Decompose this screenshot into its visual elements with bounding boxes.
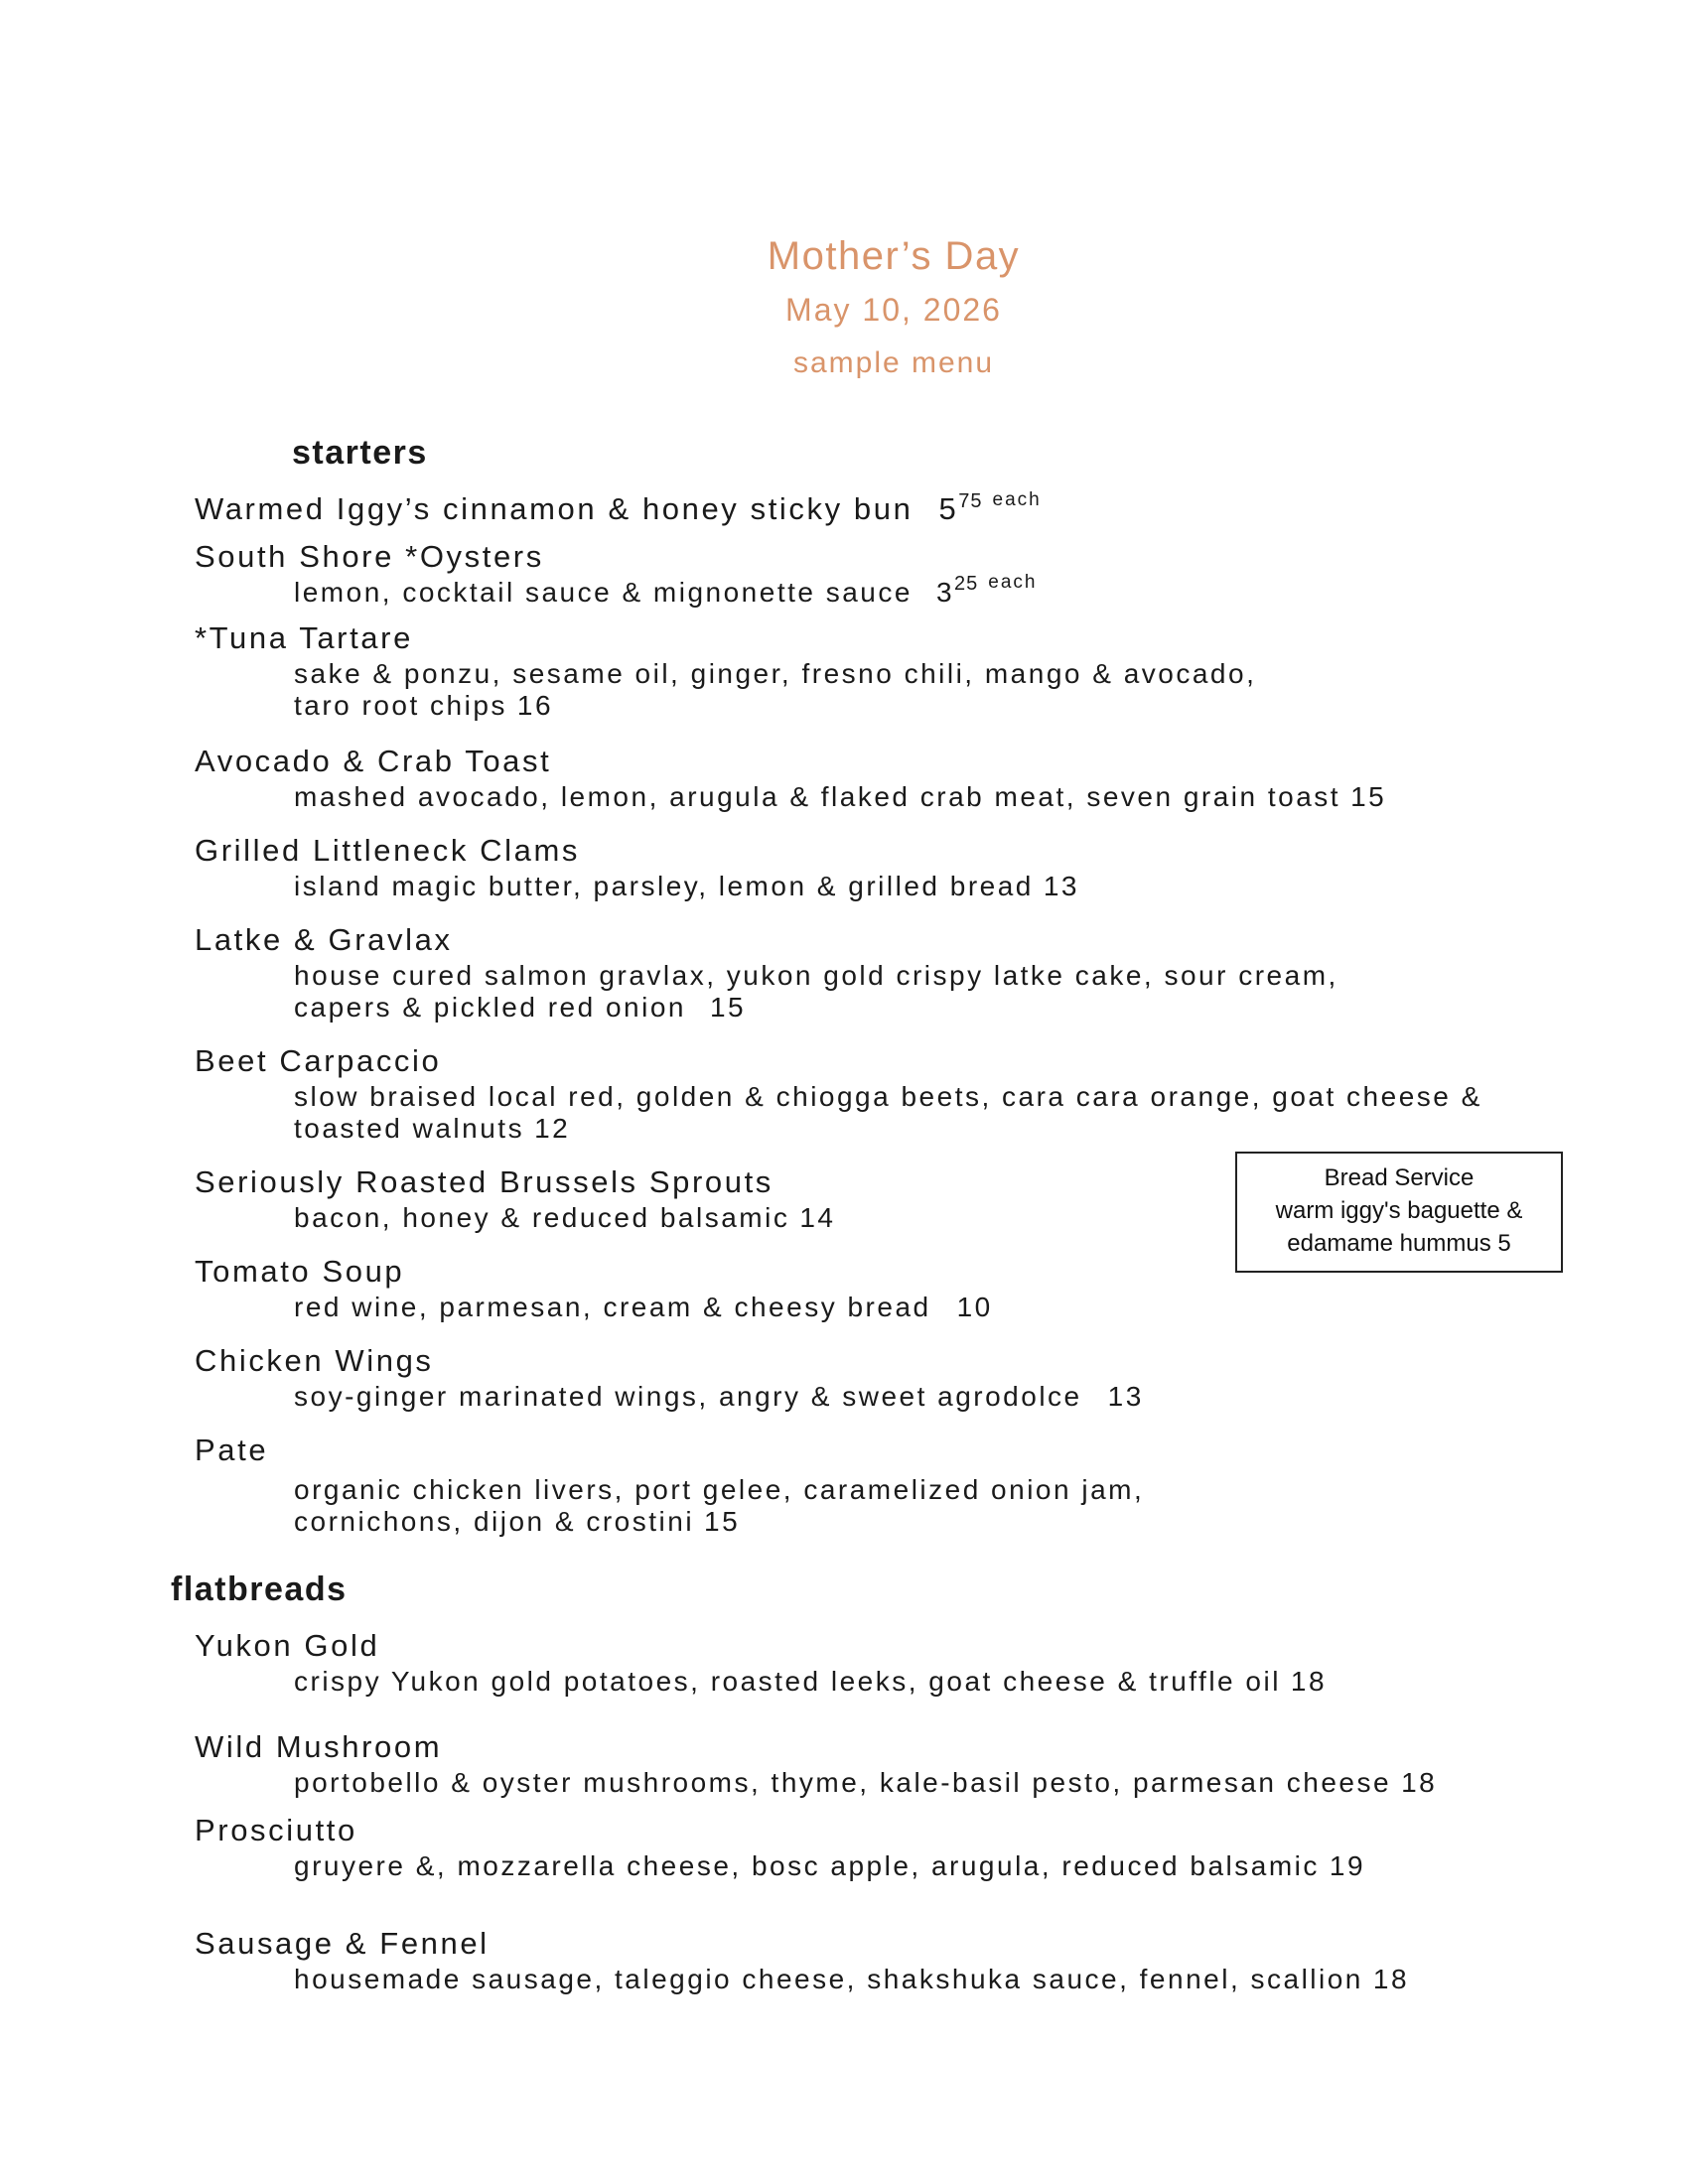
item-name: Pate: [195, 1433, 269, 1467]
item-name: Grilled Littleneck Clams: [195, 833, 581, 868]
menu-item: [195, 1626, 1565, 1698]
item-name: Seriously Roasted Brussels Sprouts: [195, 1164, 774, 1199]
menu-item: [195, 618, 1565, 722]
item-name: Avocado & Crab Toast: [195, 744, 552, 778]
item-description: lemon, cocktail sauce & mignonette sauce $3^{25}$ $^{each}$: [294, 572, 1038, 608]
item-price: $5^{75}$ $^{each}$: [938, 489, 1042, 526]
item-name: Latke & Gravlax: [195, 922, 453, 957]
item-price: 10: [956, 1292, 993, 1322]
item-name: Yukon Gold: [195, 1628, 380, 1663]
menu-item: [195, 537, 1565, 609]
item-description: sake & ponzu, sesame oil, ginger, fresno chili, mango & avocado, taro root chips 16: [294, 658, 1257, 721]
bread-service-line: edamame hummus 5: [1287, 1230, 1511, 1257]
item-description: housemade sausage, taleggio cheese, shakshuka sauce, fennel, scallion 18: [294, 1964, 1410, 1994]
item-description: gruyere &, mozzarella cheese, bosc apple, arugula, reduced balsamic 19: [294, 1850, 1366, 1881]
item-description: soy-ginger marinated wings, angry & sweet agrodolce 13: [294, 1381, 1144, 1412]
bread-service-line: warm iggy's baguette &: [1275, 1197, 1523, 1224]
item-description: slow braised local red, golden & chiogga beets, cara cara orange, goat cheese & toasted walnuts 12: [294, 1081, 1482, 1144]
item-description: bacon, honey & reduced balsamic 14: [294, 1202, 836, 1233]
flatbreads-list: [195, 1626, 1565, 1995]
item-name: Chicken Wings: [195, 1343, 434, 1378]
menu-item: [195, 1341, 1565, 1413]
menu-header: [0, 228, 1688, 391]
menu-item: [195, 1924, 1565, 1995]
item-description: crispy Yukon gold potatoes, roasted leeks, goat cheese & truffle oil 18: [294, 1666, 1328, 1697]
menu-title: Mother’s Day: [767, 234, 1021, 278]
item-price: 13: [1043, 871, 1080, 901]
menu-item: [195, 489, 1565, 529]
menu-item: [195, 1431, 1565, 1538]
item-price: 12: [534, 1113, 571, 1144]
item-price: $3^{25}$ $^{each}$: [935, 572, 1038, 608]
menu-item: [195, 742, 1565, 813]
menu-item: [195, 1811, 1565, 1882]
bread-service-box: [1235, 1152, 1563, 1273]
menu-item: [195, 920, 1565, 1024]
menu-subtitle: sample menu: [792, 346, 995, 379]
item-description: house cured salmon gravlax, yukon gold crispy latke cake, sour cream, capers & pickled red onion 15: [294, 960, 1338, 1023]
item-name: Wild Mushroom: [195, 1729, 443, 1764]
menu-item: [195, 1041, 1565, 1145]
item-price: 19: [1329, 1850, 1366, 1881]
item-price: 13: [1107, 1381, 1144, 1412]
item-price: 18: [1401, 1767, 1438, 1798]
item-price: 15: [709, 992, 747, 1023]
item-description: organic chicken livers, port gelee, caramelized onion jam, cornichons, dijon & crostini 15: [294, 1474, 1145, 1537]
item-price: 15: [704, 1506, 741, 1537]
flatbreads-heading: flatbreads: [171, 1570, 348, 1608]
item-name: Warmed Iggy’s cinnamon & honey sticky bun $5^{75}$ $^{each}$: [195, 489, 1042, 526]
starters-list: [195, 489, 1565, 1538]
item-price: 16: [516, 690, 554, 721]
item-description: portobello & oyster mushrooms, thyme, kale-basil pesto, parmesan cheese 18: [294, 1767, 1438, 1798]
item-name: Tomato Soup: [195, 1254, 405, 1289]
item-price: 18: [1372, 1964, 1410, 1994]
item-name: *Tuna Tartare: [195, 620, 413, 655]
item-name: Prosciutto: [195, 1813, 357, 1847]
bread-service-title: Bread Service: [1324, 1164, 1475, 1191]
item-price: 14: [799, 1202, 836, 1233]
starters-heading: starters: [292, 434, 428, 472]
item-name: South Shore *Oysters: [195, 539, 544, 574]
menu-item: [195, 831, 1565, 902]
item-price: 18: [1290, 1666, 1328, 1697]
item-name: Sausage & Fennel: [195, 1926, 490, 1961]
menu-date: May 10, 2026: [785, 292, 1002, 328]
item-description: red wine, parmesan, cream & cheesy bread 10: [294, 1292, 993, 1322]
item-price: 15: [1350, 781, 1387, 812]
menu-item: [195, 1727, 1565, 1799]
item-description: mashed avocado, lemon, arugula & flaked crab meat, seven grain toast 15: [294, 781, 1387, 812]
item-name: Beet Carpaccio: [195, 1043, 442, 1078]
item-description: island magic butter, parsley, lemon & grilled bread 13: [294, 871, 1080, 901]
